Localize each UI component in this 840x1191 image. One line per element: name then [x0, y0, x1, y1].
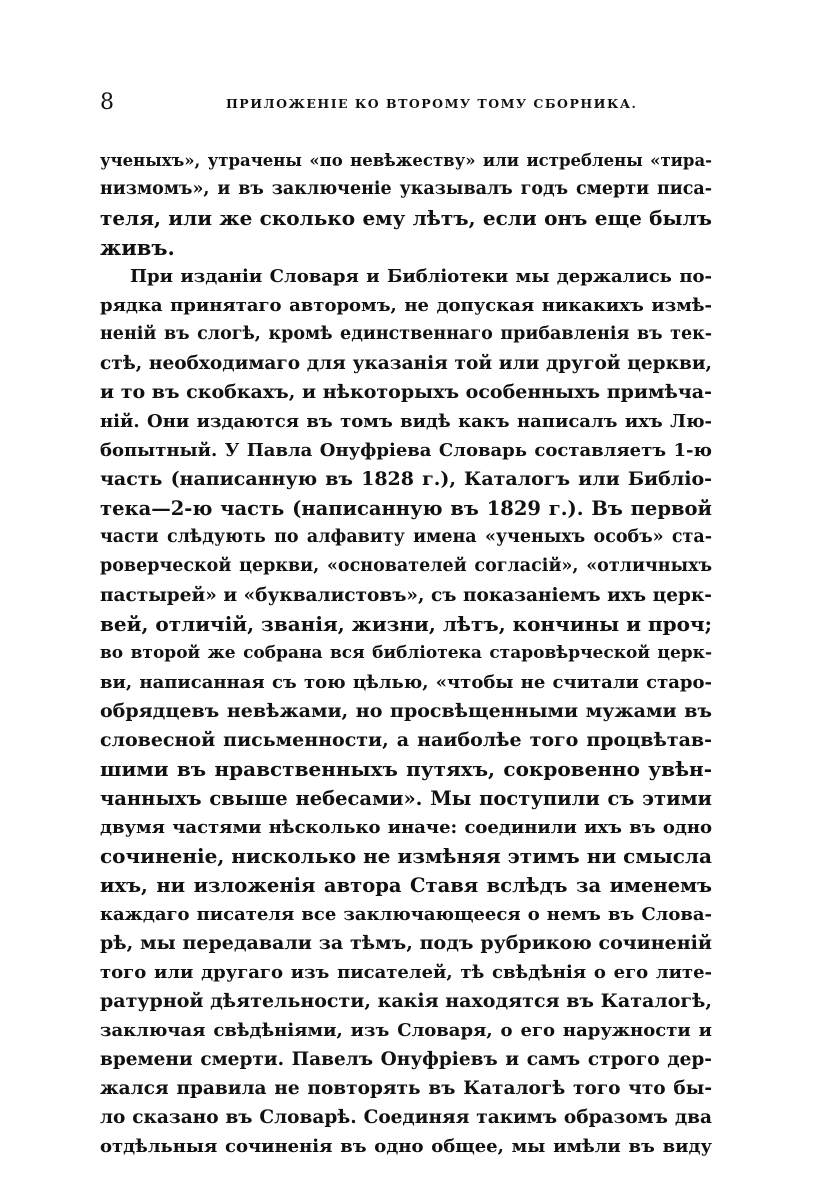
text-line: роверческой церкви, «основателей согласій», «отличныхъ [100, 556, 712, 576]
text-line: живъ. [100, 235, 175, 260]
text-line: и то въ скобкахъ, и нѣкоторыхъ особенныхъ примѣча- [100, 381, 712, 403]
text-line: пастырей» и «буквалистовъ», съ показаніемъ ихъ церк- [100, 585, 712, 606]
body-text [100, 146, 712, 1157]
text-line: отдѣльныя сочиненія въ одно общее, мы имѣли въ виду [100, 1136, 712, 1157]
text-line: ратурной дѣятельности, какія находятся въ Каталогѣ, [100, 990, 712, 1012]
text-line: ви, написанная съ тою цѣлью, «чтобы не считали старо- [100, 672, 712, 693]
text-line: каждаго писателя все заключающееся о немъ въ Слова- [100, 904, 712, 925]
text-line: во второй же собрана вся библіотека старовѣрческой церк- [100, 643, 712, 663]
text-line: словесной письменности, а наиболѣе того процвѣтав- [100, 729, 712, 751]
text-line: рядка принятаго авторомъ, не допуская никакихъ измѣ- [100, 295, 712, 316]
running-title: ПРИЛОЖЕНІЕ КО ВТОРОМУ ТОМУ СБОРНИКА. [226, 96, 638, 111]
text-line: ло сказано въ Словарѣ. Соединяя такимъ образомъ два [100, 1107, 712, 1128]
text-line: ученыхъ», утрачены «по невѣжеству» или истреблены «тира- [100, 151, 712, 170]
text-line: теля, или же сколько ему лѣтъ, если онъ еще былъ [100, 206, 712, 230]
text-line: тека—2-ю часть (написанную въ 1829 г.). Въ первой [100, 497, 712, 520]
page-header [100, 92, 710, 114]
text-line: низмомъ», и въ заключеніе указывалъ годъ смерти писа- [100, 179, 712, 199]
text-line: ній. Они издаются въ томъ видѣ какъ написалъ ихъ Лю- [100, 411, 712, 432]
text-line: неній въ слогѣ, кромѣ единственнаго прибавленія въ тек- [100, 324, 712, 344]
text-line: бопытный. У Павла Онуфріева Словарь составляетъ 1-ю [100, 440, 712, 461]
text-line: сочиненіе, нисколько не измѣняя этимъ ни смысла [100, 844, 712, 868]
text-line: шими въ нравственныхъ путяхъ, сокровенно увѣн- [100, 757, 712, 781]
text-line: жался правила не повторять въ Каталогѣ того что бы- [100, 1078, 712, 1099]
text-line: часть (написанную въ 1828 г.), Каталогъ или Библіо- [100, 468, 712, 490]
text-line: двумя частями нѣсколько иначе: соединили ихъ въ одно [100, 817, 712, 838]
text-line: При изданіи Словаря и Библіотеки мы держались по- [130, 266, 712, 287]
text-line: того или другаго изъ писателей, тѣ свѣдѣнія о его литe- [100, 962, 712, 983]
text-line: заключая свѣдѣніями, изъ Словаря, о его наружности и [100, 1020, 712, 1041]
text-line: чанныхъ свыше небесами». Мы поступили съ этими [100, 787, 712, 810]
text-line: обрядцевъ невѣжами, но просвѣщенными мужами въ [100, 700, 712, 722]
text-line: вей, отличій, званія, жизни, лѣтъ, кончины и проч; [100, 612, 712, 636]
text-line: стѣ, необходимаго для указанія той или другой церкви, [100, 353, 712, 374]
text-line: рѣ, мы передавали за тѣмъ, подъ рубрикою сочиненій [100, 932, 712, 954]
page-number: 8 [100, 90, 114, 115]
text-line: части слѣдують по алфавиту имена «ученыхъ особъ» ста- [100, 527, 712, 547]
text-line: времени смерти. Павелъ Онуфріевъ и самъ строго дер- [100, 1049, 712, 1070]
text-line: ихъ, ни изложенія автора Ставя вслѣдъ за именемъ [100, 874, 712, 897]
